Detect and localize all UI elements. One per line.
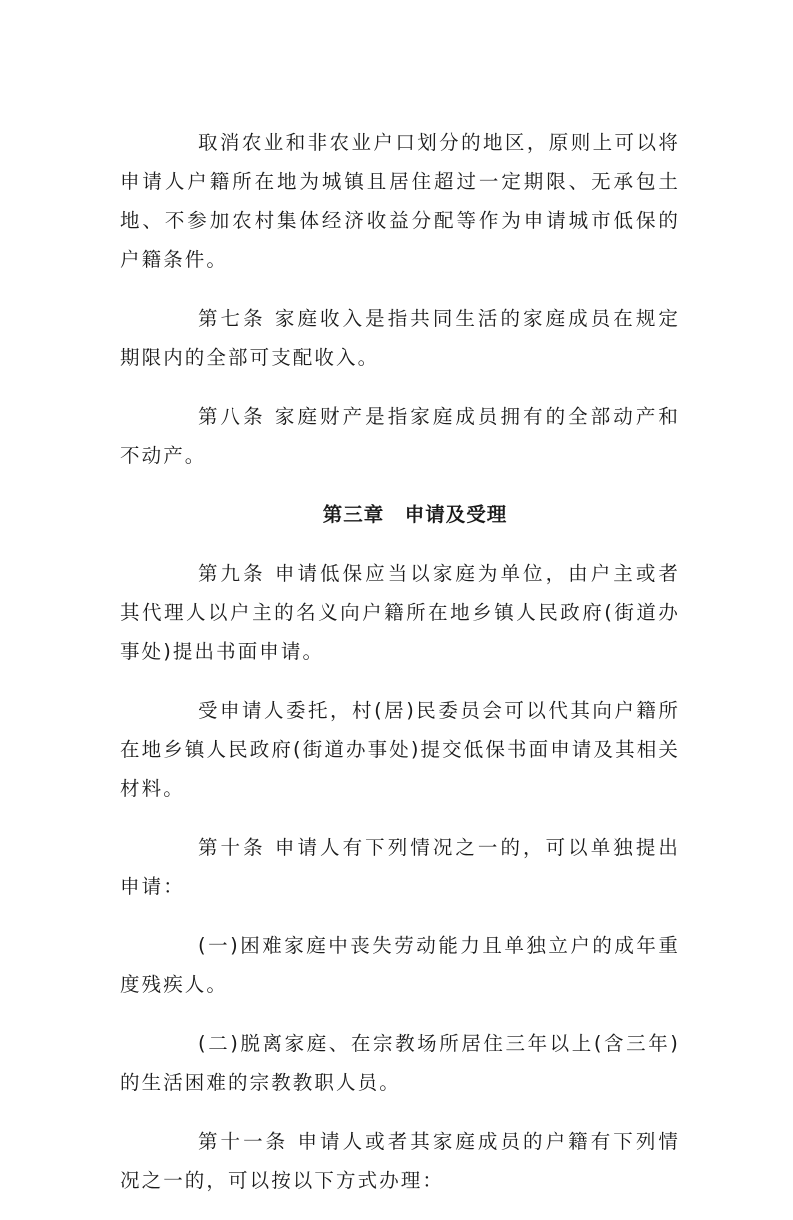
paragraph-article-9: 第九条 申请低保应当以家庭为单位，由户主或者其代理人以户主的名义向户籍所在地乡镇人民政府(街道办事处)提出书面申请。	[120, 562, 680, 663]
paragraph-item-2: (二)脱离家庭、在宗教场所居住三年以上(含三年)的生活困难的宗教教职人员。	[120, 1032, 680, 1094]
paragraph-entrusted-application: 受申请人委托，村(居)民委员会可以代其向户籍所在地乡镇人民政府(街道办事处)提交低保书面申请及其相关材料。	[120, 699, 680, 800]
chapter-title: 第三章 申请及受理	[322, 503, 508, 526]
paragraph-item-1: (一)困难家庭中丧失劳动能力且单独立户的成年重度残疾人。	[120, 934, 680, 996]
paragraph-article-11: 第十一条 申请人或者其家庭成员的户籍有下列情况之一的，可以按以下方式办理：	[120, 1130, 680, 1192]
body-text	[120, 123, 680, 1220]
paragraph-article-7: 第七条 家庭收入是指共同生活的家庭成员在规定期限内的全部可支配收入。	[120, 307, 680, 369]
paragraph-article-10: 第十条 申请人有下列情况之一的，可以单独提出申请：	[120, 836, 680, 898]
paragraph-household-registration: 取消农业和非农业户口划分的地区，原则上可以将申请人户籍所在地为城镇且居住超过一定期限、无承包土地、不参加农村集体经济收益分配等作为申请城市低保的户籍条件。	[120, 131, 680, 271]
paragraph-article-8: 第八条 家庭财产是指家庭成员拥有的全部动产和不动产。	[120, 405, 680, 467]
